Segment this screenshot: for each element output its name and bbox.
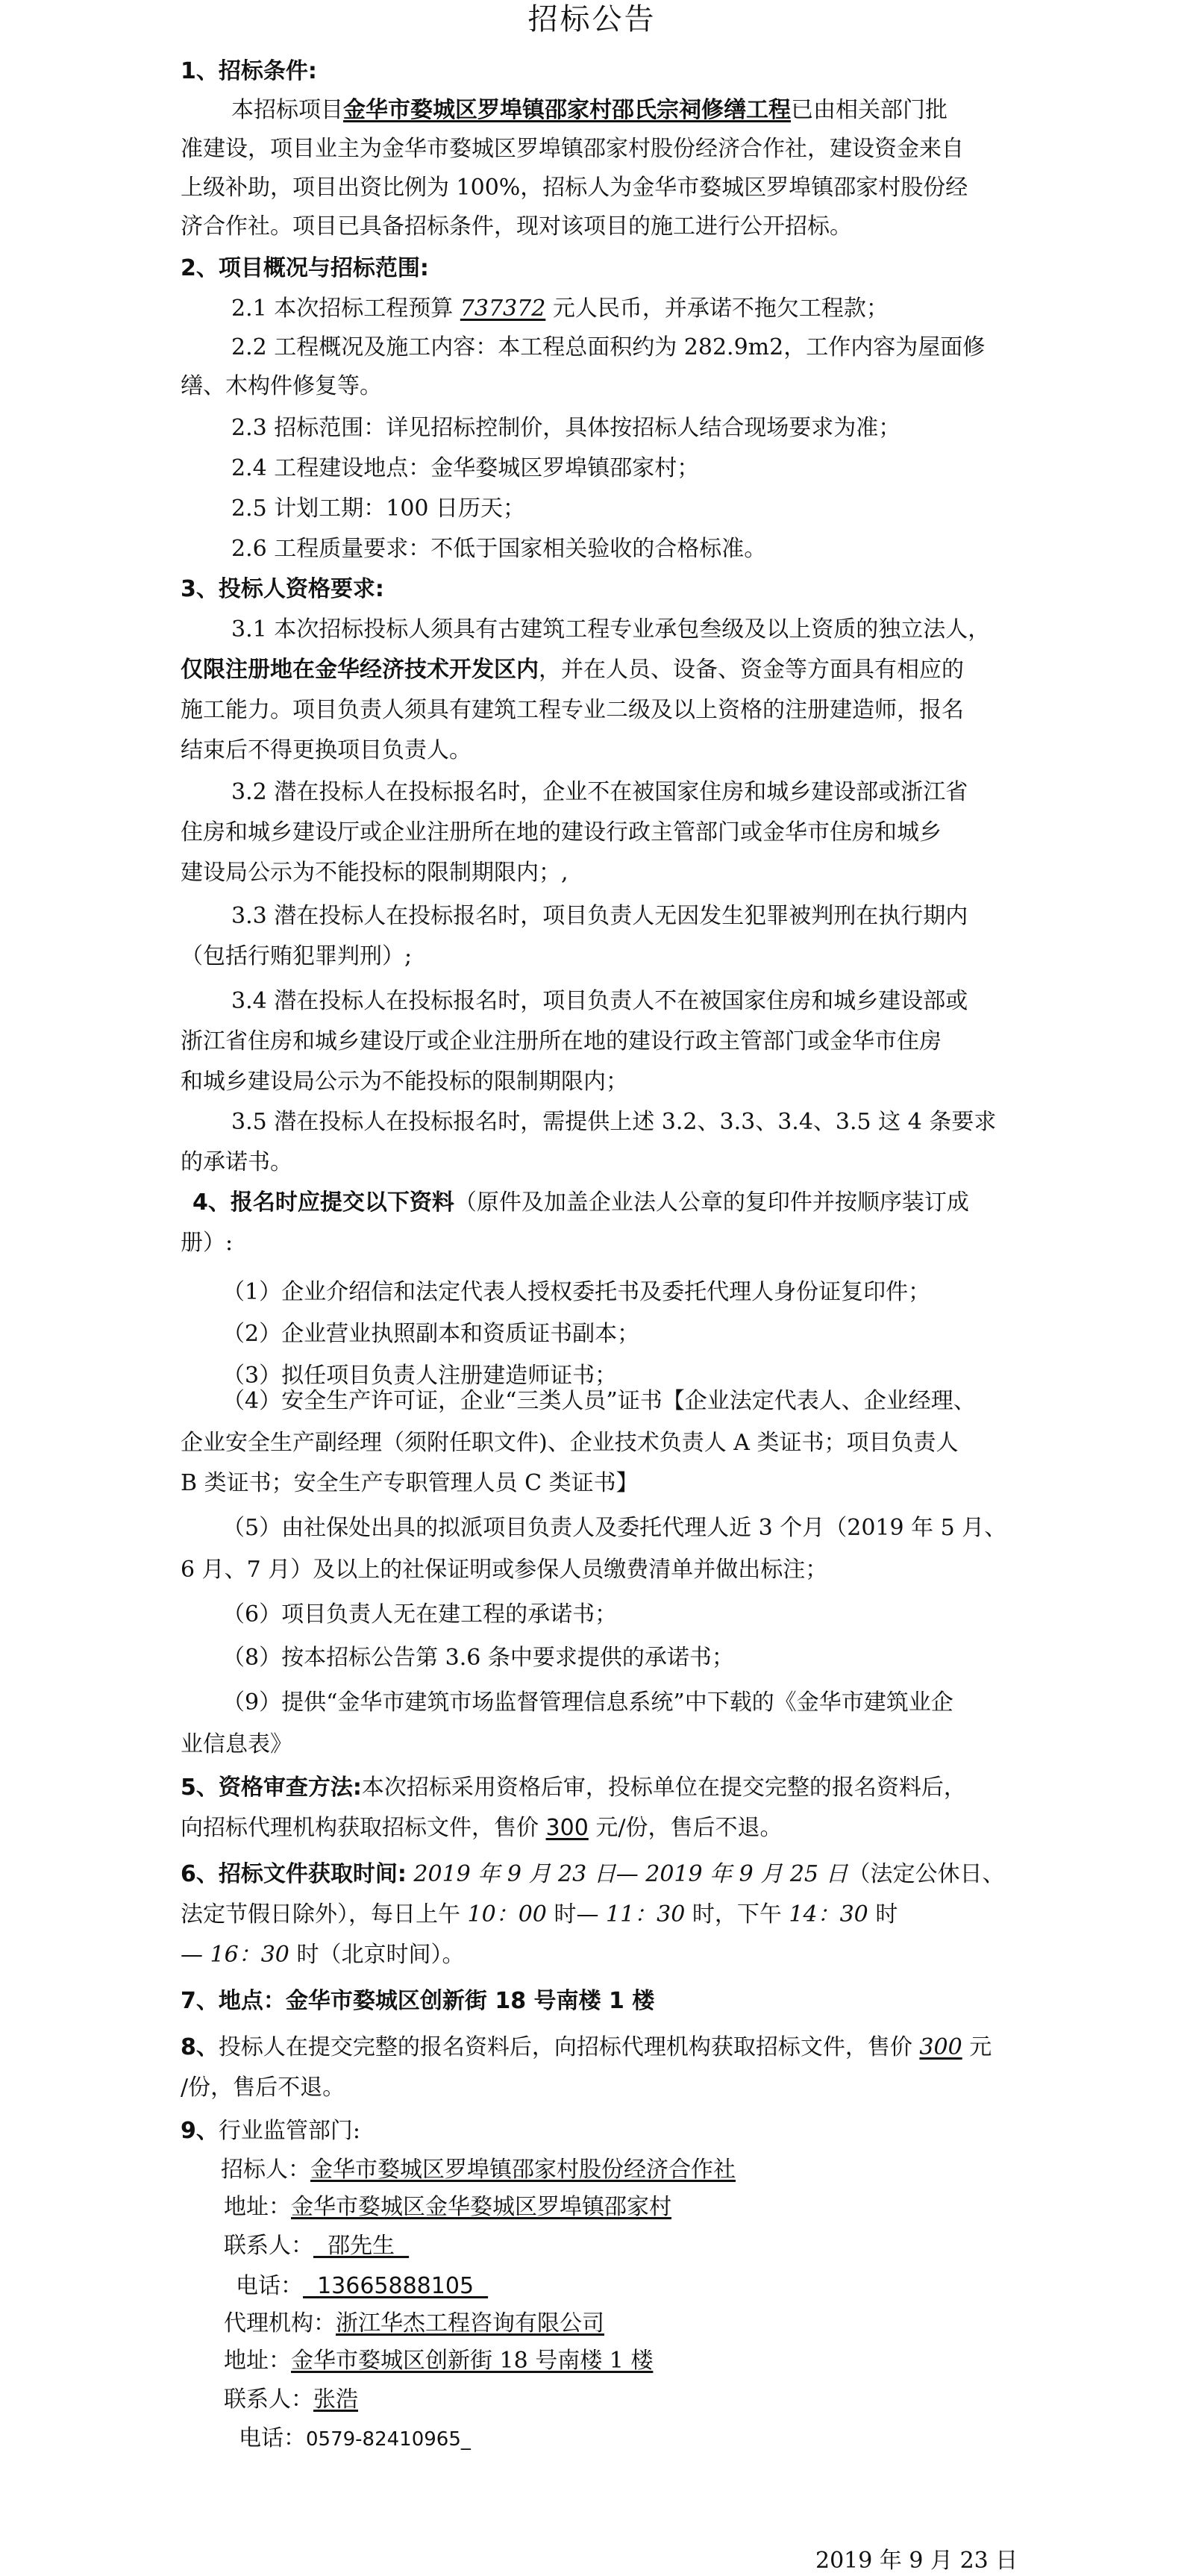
s3-text: ，并在人员、设备、资金等方面具有相应的 [539,657,964,683]
registration-restriction: 仅限注册地在金华经济技术开发区内 [181,657,539,683]
s2-line-7: 2.6 工程质量要求：不低于国家相关验收的合格标准。 [231,536,767,562]
address-label: 地址： [224,2194,291,2220]
s4-item-1: （1）企业介绍信和法定代表人授权委托书及委托代理人身份证复印件； [222,1279,931,1305]
contact-label: 联系人： [224,2386,313,2413]
s6-heading: 6、招标文件获取时间: [181,1861,407,1887]
s6-text: 时 [868,1901,898,1928]
contact-label: 联系人： [224,2233,313,2259]
tenderer-name: 金华市婺城区罗埠镇邵家村股份经济合作社 [310,2157,736,2183]
agency-label: 代理机构： [224,2310,336,2336]
s4-item-8: （8）按本招标公告第 3.6 条中要求提供的承诺书； [222,1645,734,1671]
s6-text: （法定公休日、 [848,1861,1005,1887]
s8-line-1 [181,2033,1016,2063]
s2-line-3: 缮、木构件修复等。 [181,373,382,399]
agency-phone: 0579-82410965_ [306,2428,471,2451]
acquisition-date-range: 2019 年 9 月 23 日— 2019 年 9 月 25 日 [406,1861,848,1887]
s1-text: 本招标项目 [231,97,343,123]
s3-line-10: 3.4 潜在投标人在投标报名时，项目负责人不在被国家住房和城乡建设部或 [231,988,968,1014]
s2-text: 2.1 本次招标工程预算 [231,296,460,322]
s6-text: 时— [546,1901,606,1928]
s3-line-13: 3.5 潜在投标人在投标报名时，需提供上述 3.2、3.3、3.4、3.5 这 4 条要求 [231,1109,997,1135]
s4-item-4a: （4）安全生产许可证，企业“三类人员”证书【企业法定代表人、企业经理、 [222,1388,976,1414]
agency-contact-row [224,2385,1059,2415]
s2-text: 元人民币，并承诺不拖欠工程款； [545,296,889,322]
s3-line-5: 3.2 潜在投标人在投标报名时，企业不在被国家住房和城乡建设部或浙江省 [231,779,968,805]
tenderer-address-row [224,2192,1059,2222]
s2-line-1 [231,294,1067,324]
s3-line-6: 住房和城乡建设厅或企业注册所在地的建设行政主管部门或金华市住房和城乡 [181,819,942,845]
s1-line-2: 准建设，项目业主为金华市婺城区罗埠镇邵家村股份经济合作社，建设资金来自 [181,136,964,162]
s4-item-4c: B 类证书；安全生产专职管理人员 C 类证书】 [181,1470,639,1496]
tenderer-contact: 邵先生 [313,2233,410,2259]
s4-item-5b: 6 月、7 月）及以上的社保证明或参保人员缴费清单并做出标注； [181,1557,828,1583]
s6-text: 时（北京时间）。 [289,1942,465,1968]
address-label: 地址： [224,2348,291,2374]
tenderer-contact-row [224,2231,1059,2261]
page-title: 招标公告 [527,2,657,37]
s6-line-2 [181,1900,1016,1930]
phone-label: 电话： [239,2425,306,2451]
s9-text: 行业监管部门: [218,2118,360,2144]
s4-item-3: （3）拟任项目负责人注册建造师证书； [222,1363,618,1389]
s5-heading: 5、资格审查方法: [181,1775,362,1801]
s2-line-2: 2.2 工程概况及施工内容：本工程总面积约为 282.9m2，工作内容为屋面修 [231,334,986,360]
s8-heading: 8、 [181,2034,219,2060]
s3-line-11: 浙江省住房和城乡建设厅或企业注册所在地的建设行政主管部门或金华市住房 [181,1028,942,1054]
s1-line-4: 济合作社。项目已具备招标条件，现对该项目的施工进行公开招标。 [181,213,852,240]
announcement-date: 2019 年 9 月 23 日 [815,2548,1018,2574]
s5-text: 向招标代理机构获取招标文件，售价 [181,1815,546,1841]
s4-item-6: （6）项目负责人无在建工程的承诺书； [222,1601,618,1628]
s2-line-5: 2.4 工程建设地点：金华婺城区罗埠镇邵家村； [231,455,700,481]
s2-heading: 2、项目概况与招标范围: [181,255,429,281]
phone-label: 电话： [236,2273,303,2299]
agency-address-row [224,2346,1059,2376]
tenderer-address: 金华市婺城区金华婺城区罗埠镇邵家村 [291,2194,671,2220]
s9-heading-line [181,2116,1016,2146]
project-name: 金华市婺城区罗埠镇邵家村邵氏宗祠修缮工程 [343,97,791,123]
tenderer-label: 招标人： [221,2157,310,2183]
s4-heading-line [192,1188,1028,1218]
s3-line-9: （包括行贿犯罪判刑）; [181,943,413,969]
s6-line-3 [181,1940,1016,1970]
s2-line-6: 2.5 计划工期：100 日历天； [231,495,526,522]
morning-end-time: 11：30 [605,1901,686,1928]
s4-heading: 4、报名时应提交以下资料 [192,1189,454,1216]
agency-name: 浙江华杰工程咨询有限公司 [336,2310,604,2336]
tenderer-row [221,2155,1056,2185]
tenderer-phone-row [236,2272,1071,2301]
s1-text: 已由相关部门批 [791,97,947,123]
afternoon-end-time: 16：30 [210,1942,289,1968]
s3-line-12: 和城乡建设局公示为不能投标的限制期限内； [181,1069,628,1095]
s6-text: 时，下午 [685,1901,789,1928]
s8-price: 300 [919,2034,962,2060]
s8-text: 元 [962,2034,992,2060]
s2-line-4: 2.3 招标范围：详见招标控制价，具体按招标人结合现场要求为准； [231,415,901,441]
document-price: 300 [545,1815,589,1841]
s1-heading: 1、招标条件: [181,58,317,84]
tenderer-phone: 13665888105 [303,2273,489,2299]
s3-line-2 [181,655,1016,685]
agency-phone-row [239,2424,1074,2454]
s4-text: （原件及加盖企业法人公章的复印件并按顺序装订成 [454,1189,969,1216]
s3-line-3: 施工能力。项目负责人须具有建筑工程专业二级及以上资格的注册建造师，报名 [181,697,964,723]
s3-heading: 3、投标人资格要求: [181,576,384,602]
afternoon-start-time: 14：30 [789,1901,868,1928]
s3-line-8: 3.3 潜在投标人在投标报名时，项目负责人无因发生犯罪被判刑在执行期内 [231,903,968,929]
s6-text: — [181,1942,210,1968]
s1-line-3: 上级补助，项目出资比例为 100%，招标人为金华市婺城区罗埠镇邵家村股份经 [181,175,968,201]
s1-line-1 [231,96,1067,125]
agency-address: 金华市婺城区创新街 18 号南楼 1 楼 [291,2348,654,2374]
budget-amount: 737372 [460,296,546,322]
s7-location: 7、地点：金华市婺城区创新街 18 号南楼 1 楼 [181,1988,655,2014]
s8-text: 投标人在提交完整的报名资料后，向招标代理机构获取招标文件，售价 [218,2034,920,2060]
s4-item-9b: 业信息表》 [181,1731,292,1757]
s3-line-14: 的承诺书。 [181,1149,292,1175]
agency-row [224,2309,1059,2339]
s3-line-1: 3.1 本次招标投标人须具有古建筑工程专业承包叁级及以上资质的独立法人， [231,616,991,643]
s3-line-4: 结束后不得更换项目负责人。 [181,737,472,763]
s5-line-1 [181,1773,1016,1803]
s4-item-2: （2）企业营业执照副本和资质证书副本； [222,1321,640,1347]
s6-text: 法定节假日除外），每日上午 [181,1901,468,1928]
s8-line-2: /份，售后不退。 [181,2075,345,2101]
s5-line-2 [181,1813,1016,1843]
s9-heading: 9、 [181,2118,219,2144]
s6-line-1 [181,1860,1016,1889]
s3-line-7: 建设局公示为不能投标的限制期限内；, [181,860,568,886]
s4-item-5a: （5）由社保处出具的拟派项目负责人及委托代理人近 3 个月（2019 年 5 月、 [222,1515,1007,1541]
s4-line-2: 册）: [181,1230,234,1256]
agency-contact: 张浩 [313,2386,358,2413]
morning-start-time: 10：00 [467,1901,547,1928]
s5-text: 元/份，售后不退。 [588,1815,783,1841]
s4-item-9a: （9）提供“金华市建筑市场监督管理信息系统”中下载的《金华市建筑业企 [222,1689,953,1716]
s5-text: 本次招标采用资格后审，投标单位在提交完整的报名资料后， [361,1775,966,1801]
s4-item-4b: 企业安全生产副经理（须附任职文件)、企业技术负责人 A 类证书；项目负责人 [181,1430,959,1456]
